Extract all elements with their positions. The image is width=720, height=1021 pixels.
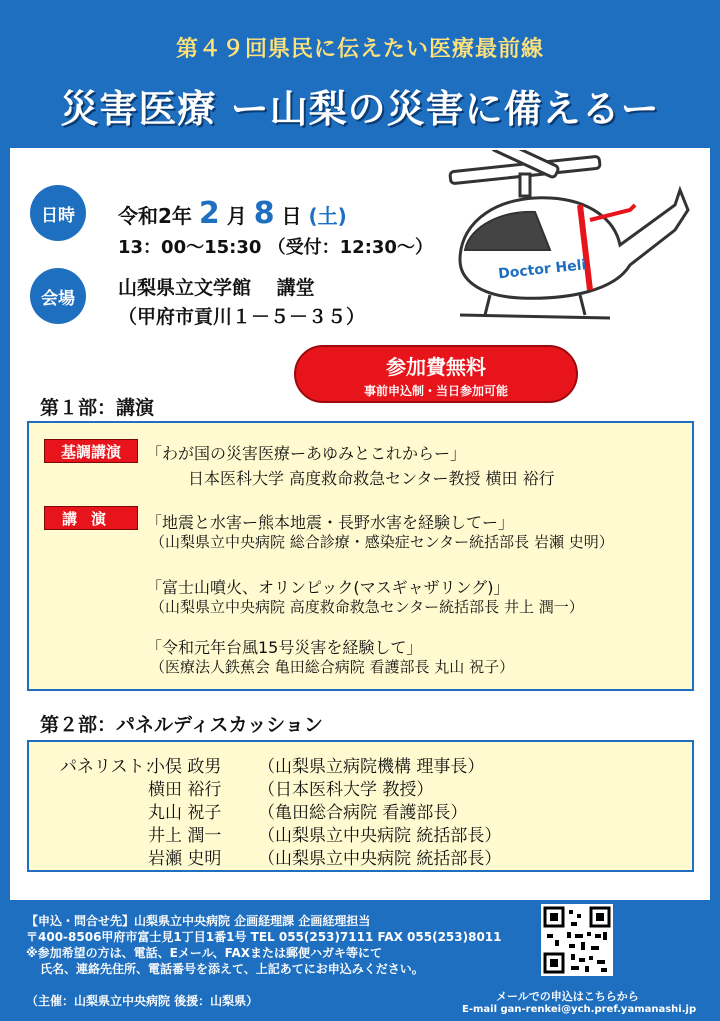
panelist-affiliation: （日本医科大学 教授） <box>258 780 434 800</box>
edition-title: 第４９回県民に伝えたい医療最前線 <box>175 37 544 62</box>
mail-label: メールでの申込はこちらから <box>496 990 639 1003</box>
venue-address: （甲府市貢川１－５－３５） <box>118 306 366 328</box>
note-line: 氏名、連絡先住所、電話番号を添えて、上記あてにお申込みください。 <box>40 962 424 976</box>
date-day-unit: 日 <box>281 204 302 228</box>
lecture-title: 「地震と水害ー熊本地震・長野水害を経験してー」 <box>146 513 515 532</box>
email-link[interactable]: E-mail gan-renkei@ych.pref.yamanashi.jp <box>462 1004 697 1015</box>
lecture-title: 「富士山噴火、オリンピック(マスギャザリング)」 <box>146 578 510 597</box>
helicopter-icon <box>440 150 690 330</box>
panelist-affiliation: （山梨県立中央病院 統括部長） <box>258 849 502 869</box>
note-line: ※参加希望の方は、電話、Eメール、FAXまたは郵便ハガキ等にて <box>26 946 383 960</box>
lecture-tag: 講演 <box>44 506 138 530</box>
date-prefix: 令和2年 <box>118 204 192 228</box>
qr-code-icon[interactable] <box>541 904 613 976</box>
organizer-line: （主催：山梨県立中央病院 後援：山梨県） <box>26 994 259 1008</box>
panelist-name: 井上 潤一 <box>148 826 222 846</box>
date-month-unit: 月 <box>226 204 247 228</box>
fee-main: 参加費無料 <box>386 355 486 379</box>
lecture-speaker: （山梨県立中央病院 高度救命救急センター統括部長 井上 潤一） <box>150 598 584 616</box>
date-day: 8 <box>253 196 275 231</box>
date-line <box>118 196 347 231</box>
time-line: 13：00～15:30 （受付：12:30～） <box>118 237 433 258</box>
panelist-affiliation: （山梨県立中央病院 統括部長） <box>258 826 502 846</box>
heli-label: Doctor Heli <box>497 257 588 283</box>
panelist-name: 横田 裕行 <box>148 780 222 800</box>
date-month: 2 <box>198 196 220 231</box>
keynote-speaker: 日本医科大学 高度救命救急センター教授 横田 裕行 <box>188 469 555 488</box>
panelist-name: 丸山 祝子 <box>148 803 222 823</box>
panelist-affiliation: （山梨県立病院機構 理事長） <box>258 757 485 777</box>
date-weekday: (土) <box>308 204 347 228</box>
panelist-name: 小俣 政男 <box>148 757 222 777</box>
venue-name: 山梨県立文学館 講堂 <box>118 277 315 299</box>
lecture-title: 「令和元年台風15号災害を経験して」 <box>146 638 423 657</box>
contact-line: 【申込・問合せ先】山梨県立中央病院 企画経理課 企画経理担当 <box>26 914 371 928</box>
fee-banner <box>294 345 578 403</box>
part2-heading: 第２部：パネルディスカッション <box>40 714 323 736</box>
main-title: 災害医療 ー山梨の災害に備えるー <box>60 87 660 131</box>
keynote-title: 「わが国の災害医療ーあゆみとこれからー」 <box>146 444 467 463</box>
lecture-speaker: （山梨県立中央病院 総合診療・感染症センター統括部長 岩瀬 史明） <box>150 533 614 551</box>
lecture-speaker: （医療法人鉄蕉会 亀田総合病院 看護部長 丸山 祝子） <box>150 658 515 676</box>
panelist-label: パネリスト： <box>60 757 162 777</box>
header <box>0 0 720 148</box>
date-badge: 日時 <box>30 185 86 241</box>
panelist-name: 岩瀬 史明 <box>148 849 222 869</box>
part1-heading: 第１部：講演 <box>40 397 155 419</box>
fee-sub: 事前申込制・当日参加可能 <box>363 384 508 398</box>
keynote-tag: 基調講演 <box>44 439 138 463</box>
address-line: 〒400-8506甲府市富士見1丁目1番1号 TEL 055(253)7111 FAX 055(253)8011 <box>26 930 502 944</box>
venue-badge: 会場 <box>30 268 86 324</box>
panelist-affiliation: （亀田総合病院 看護部長） <box>258 803 468 823</box>
